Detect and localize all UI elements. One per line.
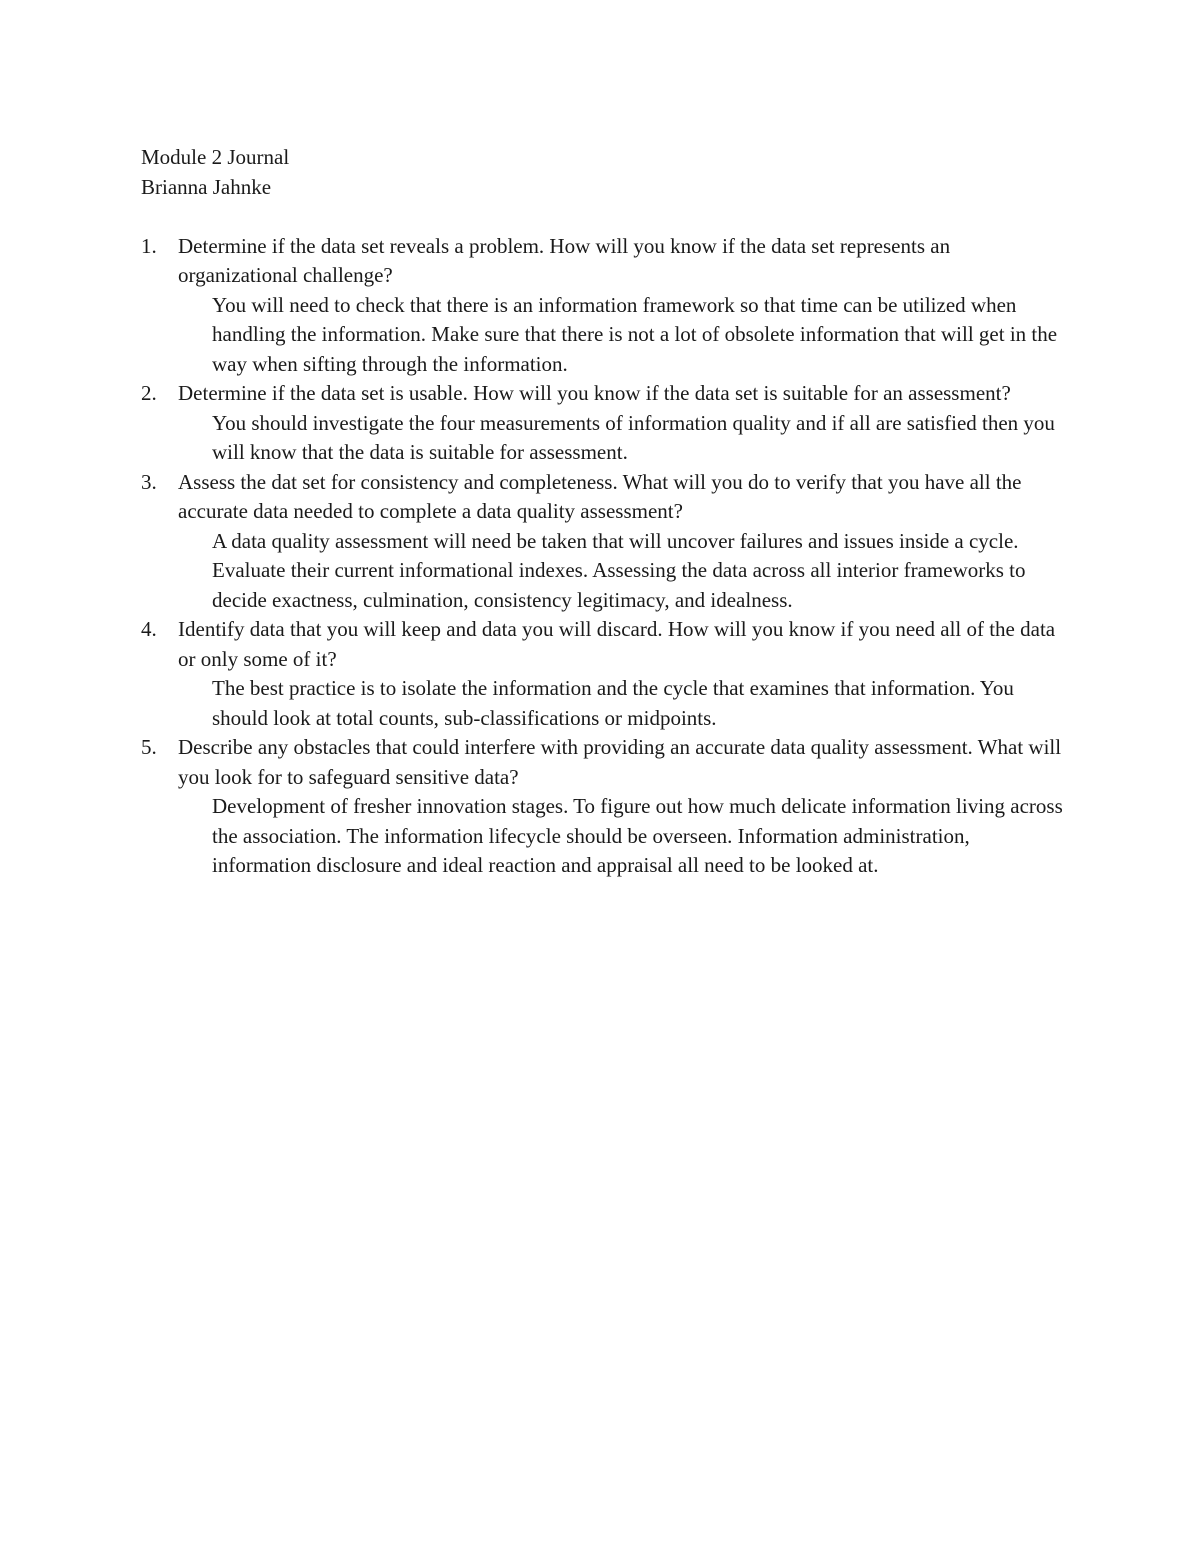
document-title: Module 2 Journal <box>141 145 290 169</box>
list-item <box>141 733 1071 881</box>
question-list <box>141 232 1071 881</box>
author-name: Brianna Jahnke <box>141 174 272 199</box>
answer-text: Development of fresher innovation stages. To figure out how much delicate information living across the association. The information lifecycle should be overseen. Information administration, information disclosure and ideal reaction and appraisal all need to be looked at. <box>212 794 1063 877</box>
list-item <box>141 468 1071 616</box>
question-number: 5. <box>141 735 157 759</box>
question-text: Determine if the data set is usable. How will you know if the data set is suitable for an assessment? <box>178 381 1011 405</box>
list-item <box>141 379 1071 468</box>
question-number: 1. <box>141 233 157 258</box>
answer-text: You should investigate the four measurements of information quality and if all are satisfied then you will know that the data is suitable for assessment. <box>212 410 1055 464</box>
question-number: 3. <box>141 469 157 494</box>
question-text: Determine if the data set reveals a problem. How will you know if the data set represents an organizational challenge? <box>178 233 951 287</box>
list-item <box>141 615 1071 733</box>
question-text: Describe any obstacles that could interfere with providing an accurate data quality assessment. What will you look for to safeguard sensitive data? <box>178 735 1062 789</box>
answer-text: You will need to check that there is an information framework so that time can be utilized when handling the information. Make sure that there is not a lot of obsolete information that will get in the way when sifting through the information. <box>212 292 1058 376</box>
question-number: 2. <box>141 381 157 405</box>
document-page <box>141 143 1071 881</box>
question-number: 4. <box>141 617 157 641</box>
question-text: Assess the dat set for consistency and completeness. What will you do to verify that you have all the accurate data needed to complete a data quality assessment? <box>178 469 1022 523</box>
list-item <box>141 232 1071 380</box>
question-text: Identify data that you will keep and data you will discard. How will you know if you need all of the data or only some of it? <box>178 617 1056 671</box>
blank-line <box>141 202 1071 232</box>
answer-text: A data quality assessment will need be taken that will uncover failures and issues inside a cycle. Evaluate their current informational indexes. Assessing the data across all interior frameworks to decide exactness, culmination, consistency legitimacy, and idealness. <box>212 528 1026 612</box>
answer-text: The best practice is to isolate the information and the cycle that examines that information. You should look at total counts, sub-classifications or midpoints. <box>212 676 1014 730</box>
